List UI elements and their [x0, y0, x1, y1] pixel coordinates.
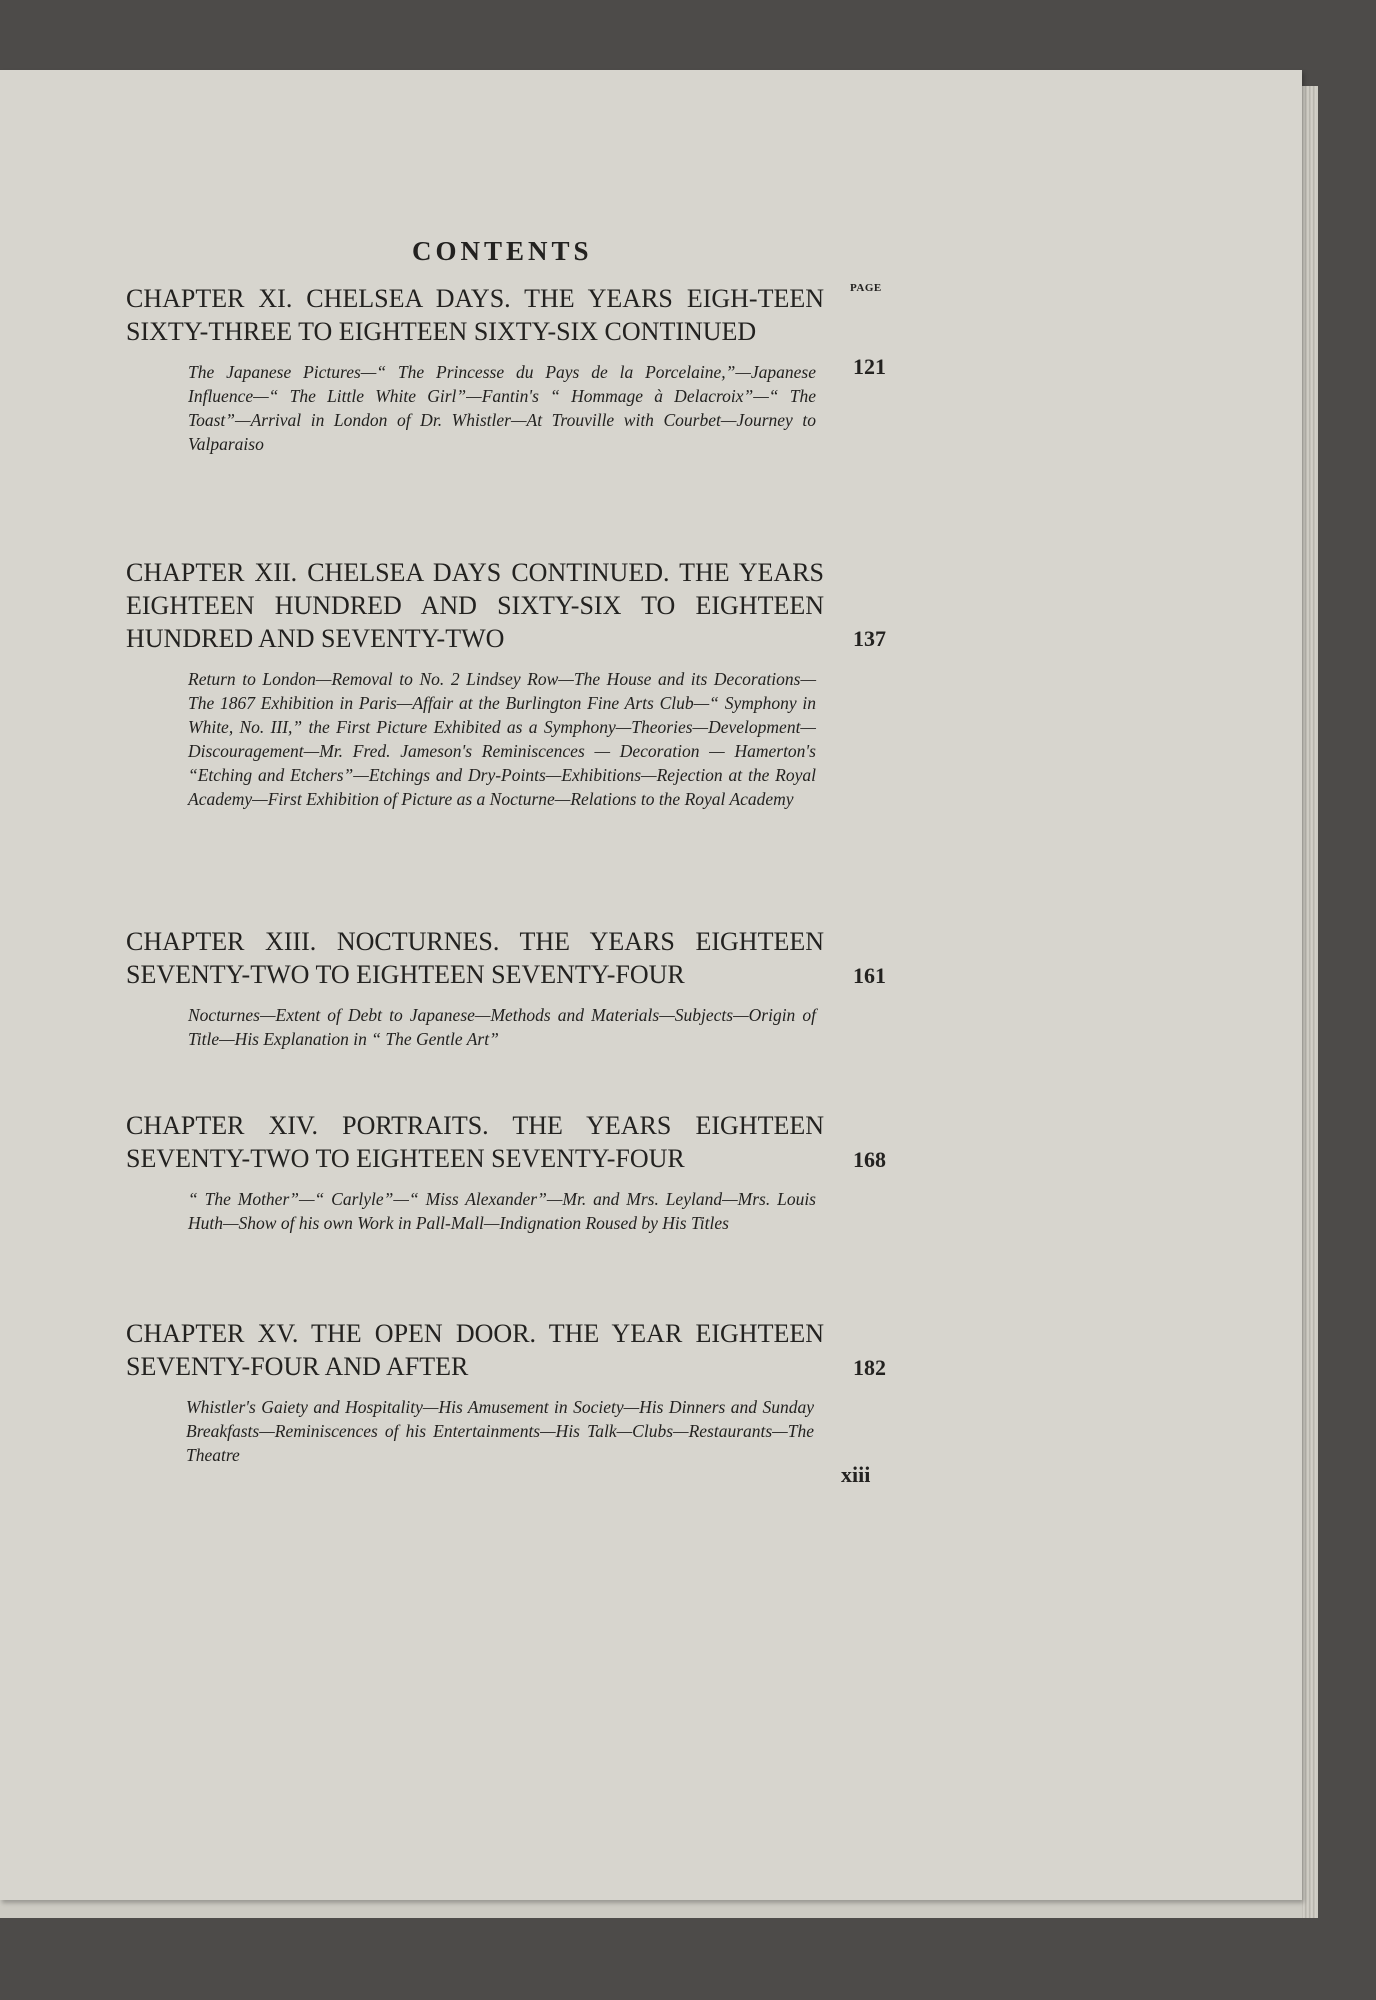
chapter-heading: CHAPTER XIII. NOCTURNES. THE YEARS EIGHTEEN SEVENTY-TWO TO EIGHTEEN SEVENTY-FOUR [126, 927, 824, 989]
chapter-summary: Return to London—Removal to No. 2 Lindsey Row—The House and its Decorations—The 1867 Exhibition in Paris—Affair at the Burlington Fine Arts Club—“ Symphony in White, No. III,” the First Picture Exhibited as a Symphony—Theories—Development—Discouragement—Mr. Fred. Jameson's Reminiscences — Decoration — Hamerton's “Etching and Etchers”—Etchings and Dry-Points—Exhibitions—Rejection at the Royal Academy—First Exhibition of Picture as a Nocturne—Relations to the Royal Academy [188, 669, 816, 809]
chapter-page-number: 121 [853, 354, 886, 379]
chapter-heading: CHAPTER XV. THE OPEN DOOR. THE YEAR EIGHTEEN SEVENTY-FOUR AND AFTER [126, 1319, 824, 1381]
chapter-page-number: 182 [853, 1355, 886, 1380]
chapter-entry-xiv [126, 1109, 886, 1235]
chapter-entry-xi [126, 282, 886, 456]
book-page [0, 70, 1302, 1900]
chapter-summary: The Japanese Pictures—“ The Princesse du Pays de la Porcelaine,”—Japanese Influence—“ The Little White Girl”—Fantin's “ Hommage à Delacroix”—“ The Toast”—Arrival in London of Dr. Whistler—At Trouville with Courbet—Journey to Valparaiso [188, 362, 816, 454]
contents-title: CONTENTS [412, 236, 593, 266]
chapter-page-number: 137 [853, 626, 886, 651]
page-column-label: PAGE [850, 282, 882, 294]
chapter-heading: CHAPTER XI. CHELSEA DAYS. THE YEARS EIGH-TEEN SIXTY-THREE TO EIGHTEEN SIXTY-SIX CONTINUED [126, 284, 824, 346]
chapter-page-number: 161 [853, 963, 886, 988]
chapter-heading: CHAPTER XII. CHELSEA DAYS CONTINUED. THE YEARS EIGHTEEN HUNDRED AND SIXTY-SIX TO EIGHTEEN HUNDRED AND SEVENTY-TWO [126, 558, 824, 653]
chapter-heading: CHAPTER XIV. PORTRAITS. THE YEARS EIGHTEEN SEVENTY-TWO TO EIGHTEEN SEVENTY-FOUR [126, 1111, 824, 1173]
chapter-page-number: 168 [853, 1147, 886, 1172]
chapter-entry-xiii [126, 925, 886, 1051]
chapter-summary: Whistler's Gaiety and Hospitality—His Amusement in Society—His Dinners and Sunday Breakfasts—Reminiscences of his Entertainments—His Talk—Clubs—Restaurants—The Theatre [186, 1397, 814, 1465]
page-folio: xiii [841, 1462, 871, 1487]
chapter-entry-xv [126, 1317, 886, 1467]
chapter-summary: Nocturnes—Extent of Debt to Japanese—Methods and Materials—Subjects—Origin of Title—His Explanation in “ The Gentle Art” [188, 1005, 816, 1049]
chapter-entry-xii [126, 556, 886, 811]
chapter-summary: “ The Mother”—“ Carlyle”—“ Miss Alexander”—Mr. and Mrs. Leyland—Mrs. Louis Huth—Show of his own Work in Pall-Mall—Indignation Roused by His Titles [188, 1189, 816, 1233]
